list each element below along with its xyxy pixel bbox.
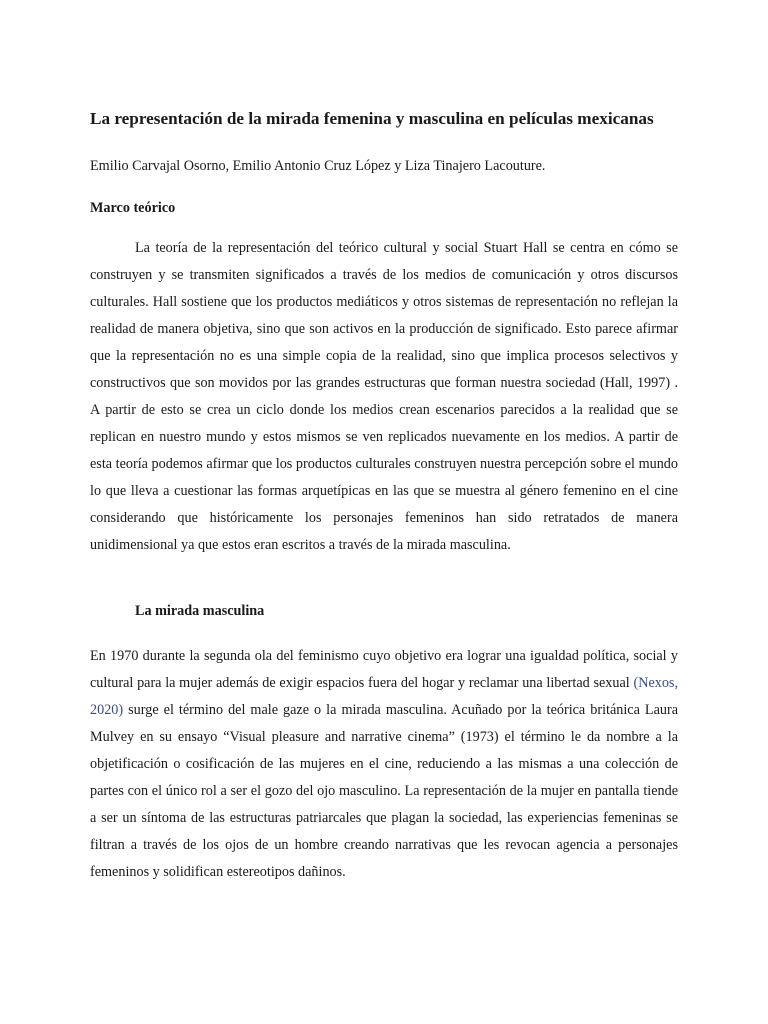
citation-link-nexos[interactable]: (Nexos, 2020) [90, 675, 678, 718]
paragraph-male-gaze-text-end: surge el término del male gaze o la mirada masculina. Acuñado por la teórica británica Laura Mulvey en su ensayo “Visual pleasure and narrative cinema” (1973) el término le da nombre a la objetificación o cosificación de las mujeres en el cine, reduciendo a las mismas a una colección de partes con el único rol a ser el gozo del ojo masculino. La representación de la mujer en pantalla tiende a ser un síntoma de las estructuras patriarcales que plagan la sociedad, las experiencias femeninas se filtran a través de los ojos de un hombre creando narrativas que les revocan agencia a personajes femeninos y solidifican estereotipos dañinos. [90, 702, 678, 880]
authors-line: Emilio Carvajal Osorno, Emilio Antonio Cruz López y Liza Tinajero Lacouture. [90, 158, 546, 174]
paragraph-male-gaze [90, 643, 678, 886]
document-title: La representación de la mirada femenina y masculina en películas mexicanas [90, 109, 654, 128]
subheading-mirada-masculina: La mirada masculina [135, 603, 265, 619]
paragraph-theory: La teoría de la representación del teórico cultural y social Stuart Hall se centra en cómo se construyen y se transmiten significados a través de los medios de comunicación y otros discursos culturales. Hall sostiene que los productos mediáticos y otros sistemas de representación no reflejan la realidad de manera objetiva, sino que son activos en la producción de significado. Esto parece afirmar que la representación no es una simple copia de la realidad, sino que implica procesos selectivos y constructivos que son movidos por las grandes estructuras que forman nuestra sociedad (Hall, 1997) . A partir de esto se crea un ciclo donde los medios crean escenarios parecidos a la realidad que se replican en nuestro mundo y estos mismos se ven replicados nuevamente en los medios. A partir de esta teoría podemos afirmar que los productos culturales construyen nuestra percepción sobre el mundo lo que lleva a cuestionar las formas arquetípicas en las que se muestra al género femenino en el cine considerando que históricamente los personajes femeninos han sido retratados de manera unidimensional ya que estos eran escritos a través de la mirada masculina. [90, 240, 678, 553]
section-heading-marco-teorico: Marco teórico [90, 200, 176, 216]
paragraph-male-gaze-text-start: En 1970 durante la segunda ola del feminismo cuyo objetivo era lograr una igualdad política, social y cultural para la mujer además de exigir espacios fuera del hogar y reclamar una libertad sexual [90, 648, 678, 691]
